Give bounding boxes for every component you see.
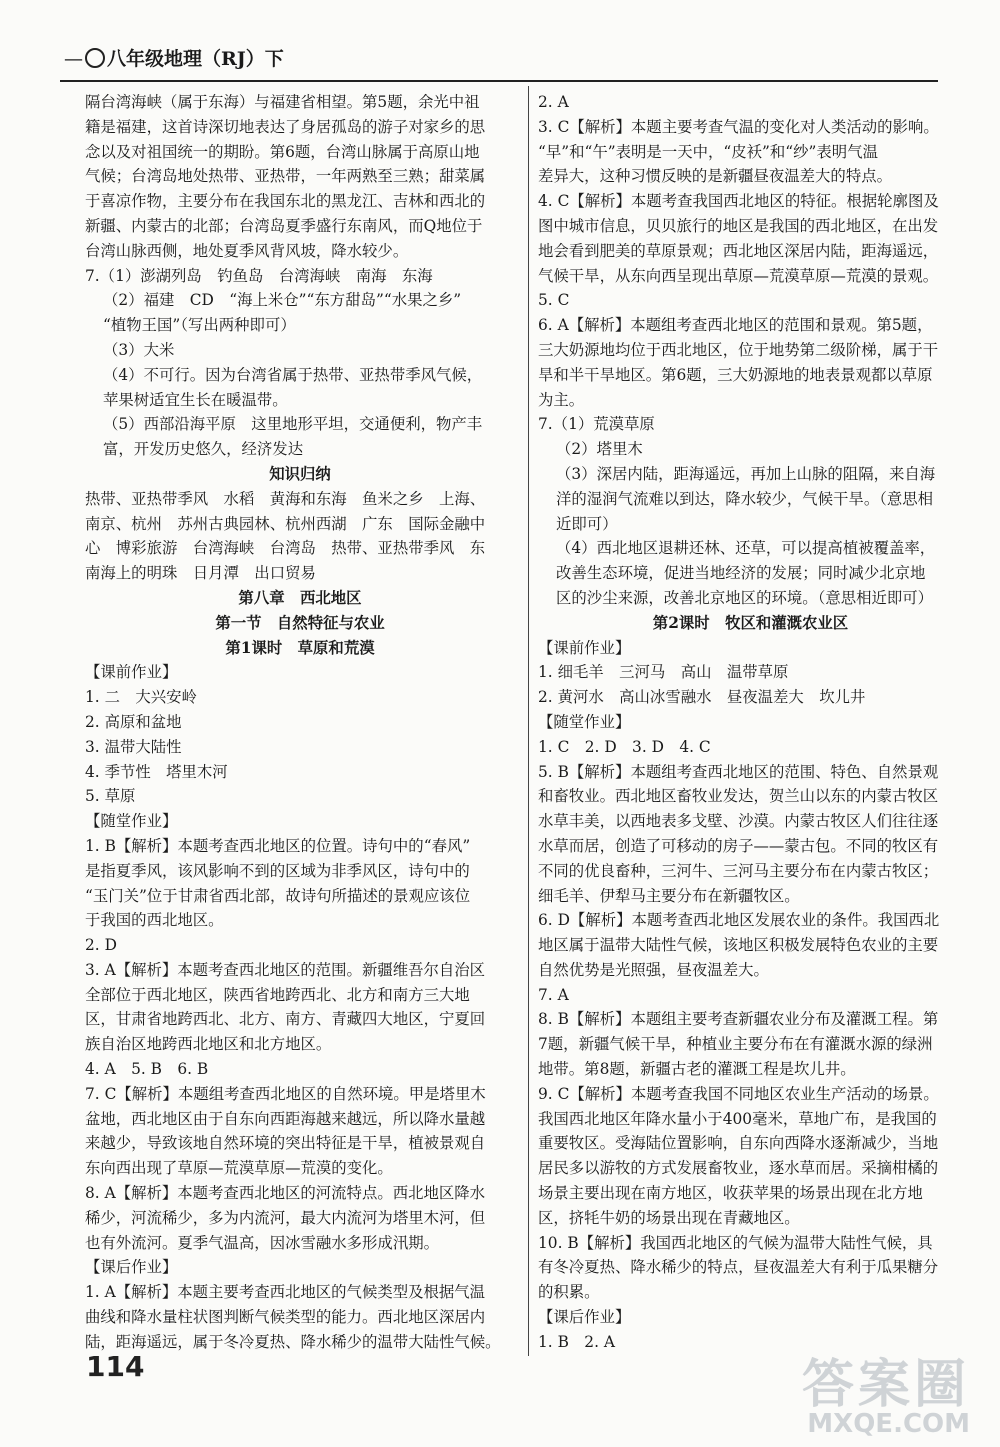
- header-title: 八年级地理（RJ）下: [107, 48, 284, 70]
- text-line: 和畜牧业。西北地区畜牧业发达，贺兰山以东的内蒙古牧区: [538, 787, 939, 806]
- text-line: 2. 黄河水 高山冰雪融水 昼夜温差大 坎儿井: [538, 688, 866, 707]
- text-line: 心 博彩旅游 台湾海峡 台湾岛 热带、亚热带季风 东: [85, 539, 486, 558]
- text-line: 【随堂作业】: [538, 712, 631, 731]
- text-line: 全部位于西北地区，陕西省地跨西北、北方和南方三大地: [85, 985, 470, 1004]
- text-line: 台湾山脉西侧，地处夏季风背风坡，降水较少。: [85, 241, 409, 260]
- text-line: 9. C【解析】本题考查我国不同地区农业生产活动的场景。: [538, 1084, 939, 1103]
- text-line: 3. A【解析】本题考查西北地区的范围。新疆维吾尔自治区: [85, 960, 486, 979]
- text-line: 气候干旱，从东向西呈现出草原—荒漠草原—荒漠的景观。: [538, 266, 939, 285]
- text-line: 稀少，河流稀少，多为内流河，最大内流河为塔里木河，但: [85, 1208, 486, 1227]
- text-line: 4. C【解析】本题考查我国西北地区的特征。根据轮廓图及: [538, 192, 939, 211]
- text-line: 知识归纳: [269, 464, 331, 483]
- watermark-url: MXQE.COM: [807, 1409, 970, 1439]
- text-line: 富，开发历史悠久，经济发达: [103, 440, 304, 459]
- text-line: “植物王国”（写出两种即可）: [103, 316, 296, 335]
- text-line: 1. B 2. A: [538, 1332, 615, 1351]
- text-line: 6. A【解析】本题组考查西北地区的范围和景观。第5题，: [538, 316, 933, 335]
- text-line: 于我国的西北地区。: [85, 911, 224, 930]
- text-line: （3）大米: [103, 340, 175, 359]
- text-line: 籍是福建，这首诗深切地表达了身居孤岛的游子对家乡的思: [85, 117, 486, 136]
- text-line: 5. 草原: [85, 787, 136, 806]
- text-line: （5）西部沿海平原 这里地形平坦，交通便利，物产丰: [103, 415, 483, 434]
- text-line: 10. B【解析】我国西北地区的气候为温带大陆性气候，具: [538, 1233, 933, 1252]
- text-line: 有冬冷夏热、降水稀少的特点，昼夜温差大有利于瓜果糖分: [538, 1258, 939, 1277]
- column-divider: [528, 86, 529, 1356]
- text-line: 陆，距海遥远，属于冬冷夏热、降水稀少的温带大陆性气候。: [85, 1332, 501, 1351]
- text-line: 重要牧区。受海陆位置影响，自东向西降水逐渐减少，当地: [538, 1134, 939, 1153]
- page-number: 114: [86, 1350, 145, 1383]
- text-line: 我国西北地区年降水量小于400毫米，草地广布，是我国的: [538, 1109, 937, 1128]
- text-line: 自然优势是光照强，昼夜温差大。: [538, 960, 769, 979]
- text-line: 曲线和降水量柱状图判断气候类型的能力。西北地区深居内: [85, 1308, 486, 1327]
- text-line: （3）深居内陆，距海遥远，再加上山脉的阻隔，来自海: [556, 464, 936, 483]
- text-line: 洋的湿润气流难以到达，降水较少，气候干旱。（意思相: [556, 489, 934, 508]
- text-line: 来越少，导致该地自然环境的突出特征是干旱，植被景观自: [85, 1134, 486, 1153]
- book-logo-icon: [85, 48, 105, 68]
- text-line: 的积累。: [538, 1283, 600, 1302]
- text-line: 1. 二 大兴安岭: [85, 688, 197, 707]
- text-line: 第2课时 牧区和灌溉农业区: [652, 613, 849, 632]
- text-line: （2）塔里木: [556, 440, 643, 459]
- text-line: 7.（1）澎湖列岛 钓鱼岛 台湾海峡 南海 东海: [85, 266, 433, 285]
- text-line: 族自治区地跨西北地区和北方地区。: [85, 1035, 332, 1054]
- text-line: 水草而居，创造了可移动的房子——蒙古包。不同的牧区有: [538, 836, 939, 855]
- text-line: 第八章 西北地区: [238, 588, 362, 607]
- text-line: 3. 温带大陆性: [85, 737, 182, 756]
- text-line: 5. C: [538, 291, 570, 310]
- text-line: 5. B【解析】本题组考查西北地区的范围、特色、自然景观: [538, 762, 939, 781]
- text-line: 【课后作业】: [538, 1308, 631, 1327]
- text-line: 地会看到肥美的草原景观；西北地区深居内陆，距海遥远，: [538, 241, 939, 260]
- text-line: 热带、亚热带季风 水稻 黄海和东海 鱼米之乡 上海、: [85, 489, 486, 508]
- text-line: 三大奶源地均位于西北地区，位于地势第二级阶梯，属于干: [538, 340, 939, 359]
- text-line: 7. A: [538, 985, 569, 1004]
- text-line: 气候；台湾岛地处热带、亚热带，一年两熟至三熟；甜菜属: [85, 167, 486, 186]
- text-line: （4）西北地区退耕还林、还草，可以提高植被覆盖率，: [556, 539, 936, 558]
- text-line: 区的沙尘来源，改善北京地区的环境。（意思相近即可）: [556, 588, 934, 607]
- right-column: [538, 90, 963, 1355]
- text-line: 2. D: [85, 936, 117, 955]
- text-line: 于喜凉作物，主要分布在我国东北的黑龙江、吉林和西北的: [85, 192, 486, 211]
- text-line: 4. A 5. B 6. B: [85, 1060, 209, 1079]
- text-line: （2）福建 CD “海上米仓”“东方甜岛”“水果之乡”: [103, 291, 462, 310]
- text-line: 6. D【解析】本题考查西北地区发展农业的条件。我国西北: [538, 911, 940, 930]
- page-header: [64, 44, 284, 71]
- text-line: 是指夏季风，该风影响不到的区域为非季风区，诗句中的: [85, 861, 470, 880]
- text-line: 1. B【解析】本题考查西北地区的位置。诗句中的“春风”: [85, 836, 471, 855]
- text-line: 3. C【解析】本题主要考查气温的变化对人类活动的影响。: [538, 117, 939, 136]
- text-line: 居民多以游牧的方式发展畜牧业，逐水草而居。采摘柑橘的: [538, 1159, 939, 1178]
- text-line: 1. A【解析】本题主要考查西北地区的气候类型及根据气温: [85, 1283, 486, 1302]
- text-line: 8. B【解析】本题组主要考查新疆农业分布及灌溉工程。第: [538, 1010, 939, 1029]
- text-line: 隔台湾海峡（属于东海）与福建省相望。第5题，余光中祖: [85, 93, 480, 111]
- left-column: [85, 90, 515, 1355]
- text-line: 1. C 2. D 3. D 4. C: [538, 737, 711, 756]
- text-line: 2. 高原和盆地: [85, 712, 182, 731]
- text-line: 近即可）: [556, 514, 618, 533]
- text-line: 图中城市信息，贝贝旅行的地区是我国的西北地区，在出发: [538, 216, 939, 235]
- watermark-logo: [802, 1342, 970, 1439]
- text-line: 【课后作业】: [85, 1258, 178, 1277]
- text-line: 为主。: [538, 390, 585, 409]
- text-line: 【随堂作业】: [85, 812, 178, 831]
- text-line: 7题，新疆气候干旱，种植业主要分布在有灌溉水源的绿洲: [538, 1035, 933, 1054]
- text-line: 也有外流河。夏季气温高，因冰雪融水多形成汛期。: [85, 1233, 439, 1252]
- text-line: 地带。第8题，新疆古老的灌溉工程是坎儿井。: [538, 1060, 856, 1079]
- text-line: 第一节 自然特征与农业: [215, 613, 385, 632]
- text-line: 念以及对祖国统一的期盼。第6题，台湾山脉属于高原山地: [85, 142, 480, 161]
- text-line: 改善生态环境，促进当地经济的发展；同时减少北京地: [556, 564, 926, 583]
- text-line: 8. A【解析】本题考查西北地区的河流特点。西北地区降水: [85, 1184, 486, 1203]
- text-line: 新疆、内蒙古的北部；台湾岛夏季盛行东南风，而Q地位于: [85, 216, 483, 235]
- text-line: “玉门关”位于甘肃省西北部，故诗句所描述的景观应该位: [85, 886, 471, 905]
- text-line: 不同的优良畜种，三河牛、三河马主要分布在内蒙古牧区；: [538, 861, 939, 880]
- text-line: 东向西出现了草原—荒漠草原—荒漠的变化。: [85, 1159, 393, 1178]
- text-line: 南海上的明珠 日月潭 出口贸易: [85, 564, 316, 583]
- text-line: 7.（1）荒漠草原: [538, 415, 655, 434]
- watermark-main: 答案圈: [801, 1355, 970, 1415]
- text-line: 场景主要出现在南方地区，收获苹果的场景出现在北方地: [538, 1184, 923, 1203]
- text-line: 【课前作业】: [538, 638, 631, 657]
- text-line: 苹果树适宜生长在暖温带。: [103, 390, 288, 409]
- text-line: 1. 细毛羊 三河马 高山 温带草原: [538, 663, 789, 682]
- text-line: 区，挤牦牛奶的场景出现在青藏地区。: [538, 1208, 800, 1227]
- text-line: 2. A: [538, 93, 569, 111]
- text-line: 水草丰美，以西地表多戈壁、沙漠。内蒙古牧区人们往往逐: [538, 812, 939, 831]
- text-line: 差异大，这种习惯反映的是新疆昼夜温差大的特点。: [538, 167, 892, 186]
- text-line: 7. C【解析】本题组考查西北地区的自然环境。甲是塔里木: [85, 1084, 486, 1103]
- text-line: 细毛羊、伊犁马主要分布在新疆牧区。: [538, 886, 800, 905]
- header-dash: —: [64, 48, 83, 70]
- text-line: 第1课时 草原和荒漠: [225, 638, 375, 657]
- text-line: （4）不可行。因为台湾省属于热带、亚热带季风气候，: [103, 365, 483, 384]
- text-line: 地区属于温带大陆性气候，该地区积极发展特色农业的主要: [538, 936, 939, 955]
- text-line: 南京、杭州 苏州古典园林、杭州西湖 广东 国际金融中: [85, 514, 486, 533]
- header-rule: [60, 80, 938, 82]
- text-line: 区，甘肃省地跨西北、北方、南方、青藏四大地区，宁夏回: [85, 1010, 486, 1029]
- text-line: 旱和半干旱地区。第6题，三大奶源地的地表景观都以草原: [538, 365, 933, 384]
- text-line: “早”和“午”表明是一天中，“皮袄”和“纱”表明气温: [538, 142, 878, 161]
- text-line: 4. 季节性 塔里木河: [85, 762, 228, 781]
- text-line: 盆地，西北地区由于自东向西距海越来越远，所以降水量越: [85, 1109, 486, 1128]
- text-line: 【课前作业】: [85, 663, 178, 682]
